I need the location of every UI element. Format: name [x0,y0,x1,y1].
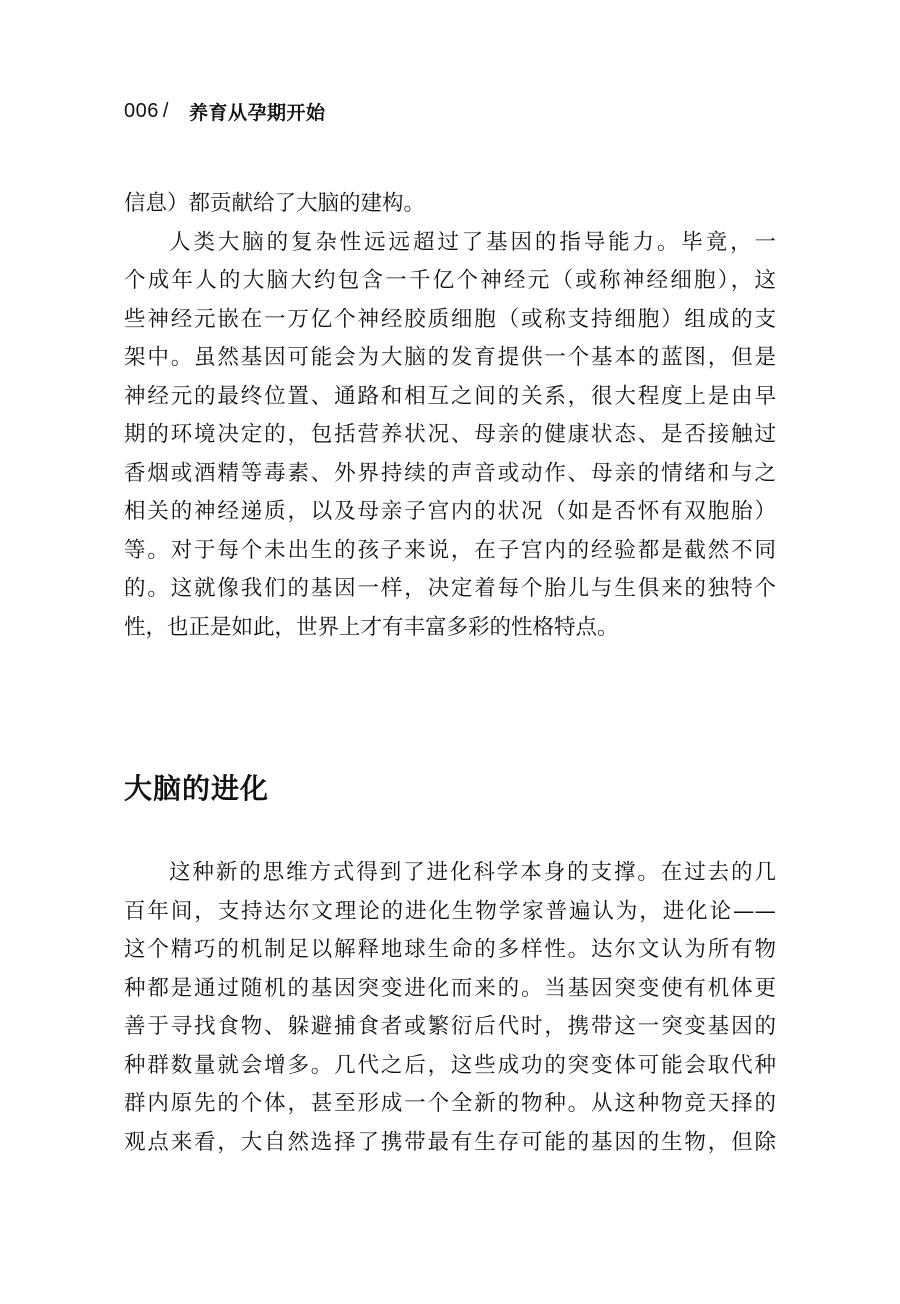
page-number: 006 [124,99,159,122]
book-title: 养育从孕期开始 [188,101,326,124]
text-line: 信息）都贡献给了大脑的建构。 [124,191,426,216]
text-line: 的。这就像我们的基因一样，决定着每个胎儿与生俱来的独特个 [124,576,776,601]
text-line: 观点来看，大自然选择了携带最有生存可能的基因的生物，但除 [124,1129,776,1155]
text-line: 种都是通过随机的基因突变进化而来的。当基因突变使有机体更 [124,975,776,1001]
text-line: 善于寻找食物、躲避捕食者或繁衍后代时，携带这一突变基因的 [124,1014,776,1039]
text-line: 等。对于每个未出生的孩子来说，在子宫内的经验都是截然不同 [124,537,776,563]
section-heading: 大脑的进化 [124,772,270,805]
text-line: 种群数量就会增多。几代之后，这些成功的突变体可能会取代种 [124,1052,776,1078]
header-separator: / [162,99,169,122]
text-line: 些神经元嵌在一万亿个神经胶质细胞（或称支持细胞）组成的支 [124,306,776,332]
text-line: 这个精巧的机制足以解释地球生命的多样性。达尔文认为所有物 [124,937,776,962]
running-header [124,94,325,128]
text-line: 这种新的思维方式得到了进化科学本身的支撑。在过去的几 [169,860,776,885]
text-line: 架中。虽然基因可能会为大脑的发育提供一个基本的蓝图，但是 [124,345,776,370]
text-line: 性，也正是如此，世界上才有丰富多彩的性格特点。 [124,614,619,640]
paragraph-block-intro [124,185,776,647]
text-line: 相关的神经递质，以及母亲子宫内的状况（如是否怀有双胞胎） [124,499,776,524]
text-line: 香烟或酒精等毒素、外界持续的声音或动作、母亲的情绪和与之 [124,460,776,486]
text-line: 个成年人的大脑大约包含一千亿个神经元（或称神经细胞），这 [124,268,776,293]
paragraph-block-evolution [124,854,776,1162]
text-line: 人类大脑的复杂性远远超过了基因的指导能力。毕竟，一 [169,229,776,255]
text-line: 群内原先的个体，甚至形成一个全新的物种。从这种物竞天择的 [124,1091,776,1116]
text-line: 百年间，支持达尔文理论的进化生物学家普遍认为，进化论—— [124,898,776,924]
text-line: 期的环境决定的，包括营养状况、母亲的健康状态、是否接触过 [124,422,776,447]
text-line: 神经元的最终位置、通路和相互之间的关系，很大程度上是由早 [124,383,776,409]
